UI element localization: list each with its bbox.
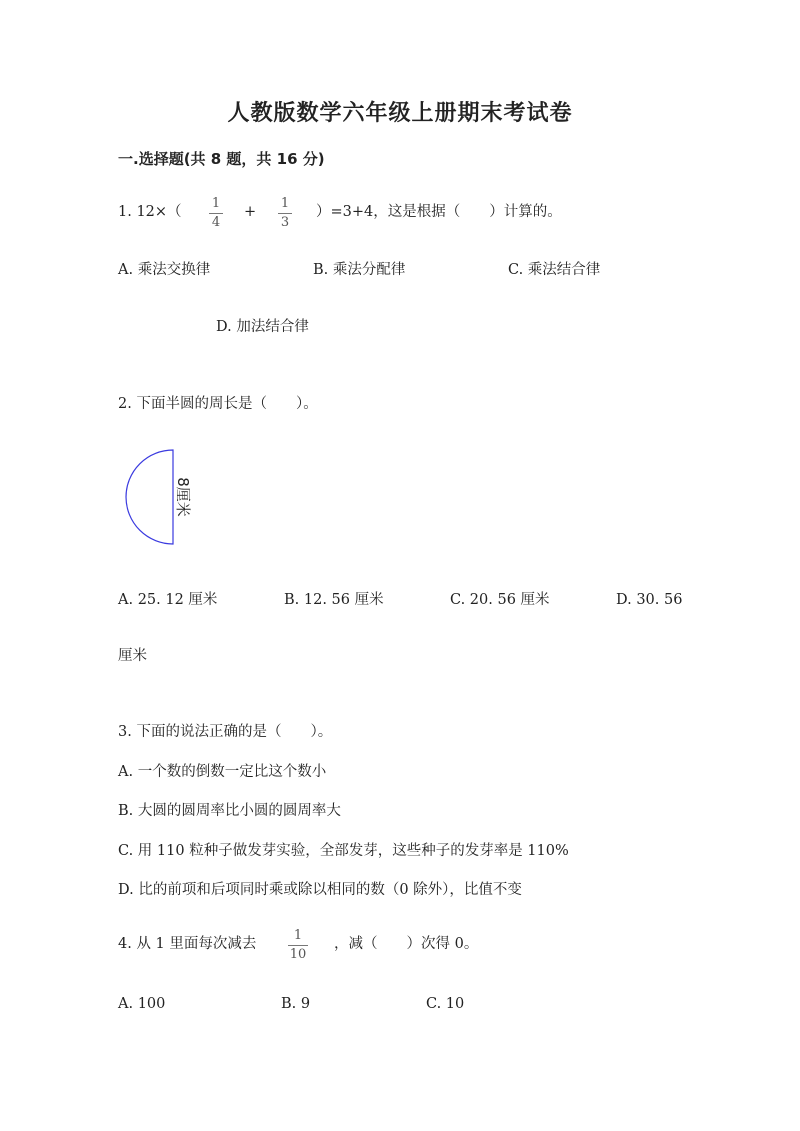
semicircle-arc [126, 450, 173, 544]
question-2: 2. 下面半圆的周长是（ ）。 [118, 396, 318, 412]
fraction-bar [288, 945, 308, 946]
fraction-bar [209, 213, 223, 214]
q4-suffix: ，减（ ）次得 0。 [334, 936, 479, 952]
q1-frac1-denominator: 4 [211, 215, 221, 230]
page-title: 人教版数学六年级上册期末考试卷 [227, 101, 573, 126]
question-3: 3. 下面的说法正确的是（ ）。 [118, 724, 333, 740]
q1-frac2-numerator: 1 [280, 196, 290, 211]
q1-suffix: ）=3+4，这是根据（ ）计算的。 [316, 204, 562, 220]
q1-plus: + [244, 204, 257, 220]
question-4: 4. 从 1 里面每次减去 [118, 936, 257, 952]
q4-option-a[interactable]: A. 100 [118, 996, 166, 1012]
q1-frac2-denominator: 3 [280, 215, 290, 230]
q3-option-b[interactable]: B. 大圆的圆周率比小圆的圆周率大 [118, 803, 341, 819]
q4-option-c[interactable]: C. 10 [426, 996, 465, 1012]
q3-option-d[interactable]: D. 比的前项和后项同时乘或除以相同的数（0 除外），比值不变 [118, 882, 522, 898]
q4-frac-denominator: 10 [289, 947, 307, 962]
q1-option-c[interactable]: C. 乘法结合律 [508, 262, 601, 278]
q2-option-d-wrap: 厘米 [118, 648, 147, 664]
semicircle-figure [120, 445, 210, 550]
question-1 [118, 202, 182, 222]
q4-frac-numerator: 1 [293, 928, 303, 943]
q2-option-b[interactable]: B. 12. 56 厘米 [284, 592, 384, 608]
q2-option-a[interactable]: A. 25. 12 厘米 [118, 592, 218, 608]
q3-option-a[interactable]: A. 一个数的倒数一定比这个数小 [118, 764, 327, 780]
q1-prefix: 1. 12×（ [118, 204, 182, 220]
q2-option-c[interactable]: C. 20. 56 厘米 [450, 592, 550, 608]
q1-fraction-1 [209, 196, 223, 231]
q4-fraction [288, 928, 308, 963]
fraction-bar [278, 213, 292, 214]
q1-option-d[interactable]: D. 加法结合律 [216, 319, 309, 335]
q1-fraction-2 [278, 196, 292, 231]
q3-option-c[interactable]: C. 用 110 粒种子做发芽实验，全部发芽，这些种子的发芽率是 110% [118, 843, 569, 859]
q1-option-b[interactable]: B. 乘法分配律 [313, 262, 406, 278]
q4-option-b[interactable]: B. 9 [281, 996, 311, 1012]
section-heading: 一.选择题(共 8 题，共 16 分) [118, 150, 325, 168]
q2-option-d[interactable]: D. 30. 56 [616, 592, 683, 608]
q1-frac1-numerator: 1 [211, 196, 221, 211]
q1-option-a[interactable]: A. 乘法交换律 [118, 262, 211, 278]
diameter-label: 8厘米 [174, 477, 192, 517]
